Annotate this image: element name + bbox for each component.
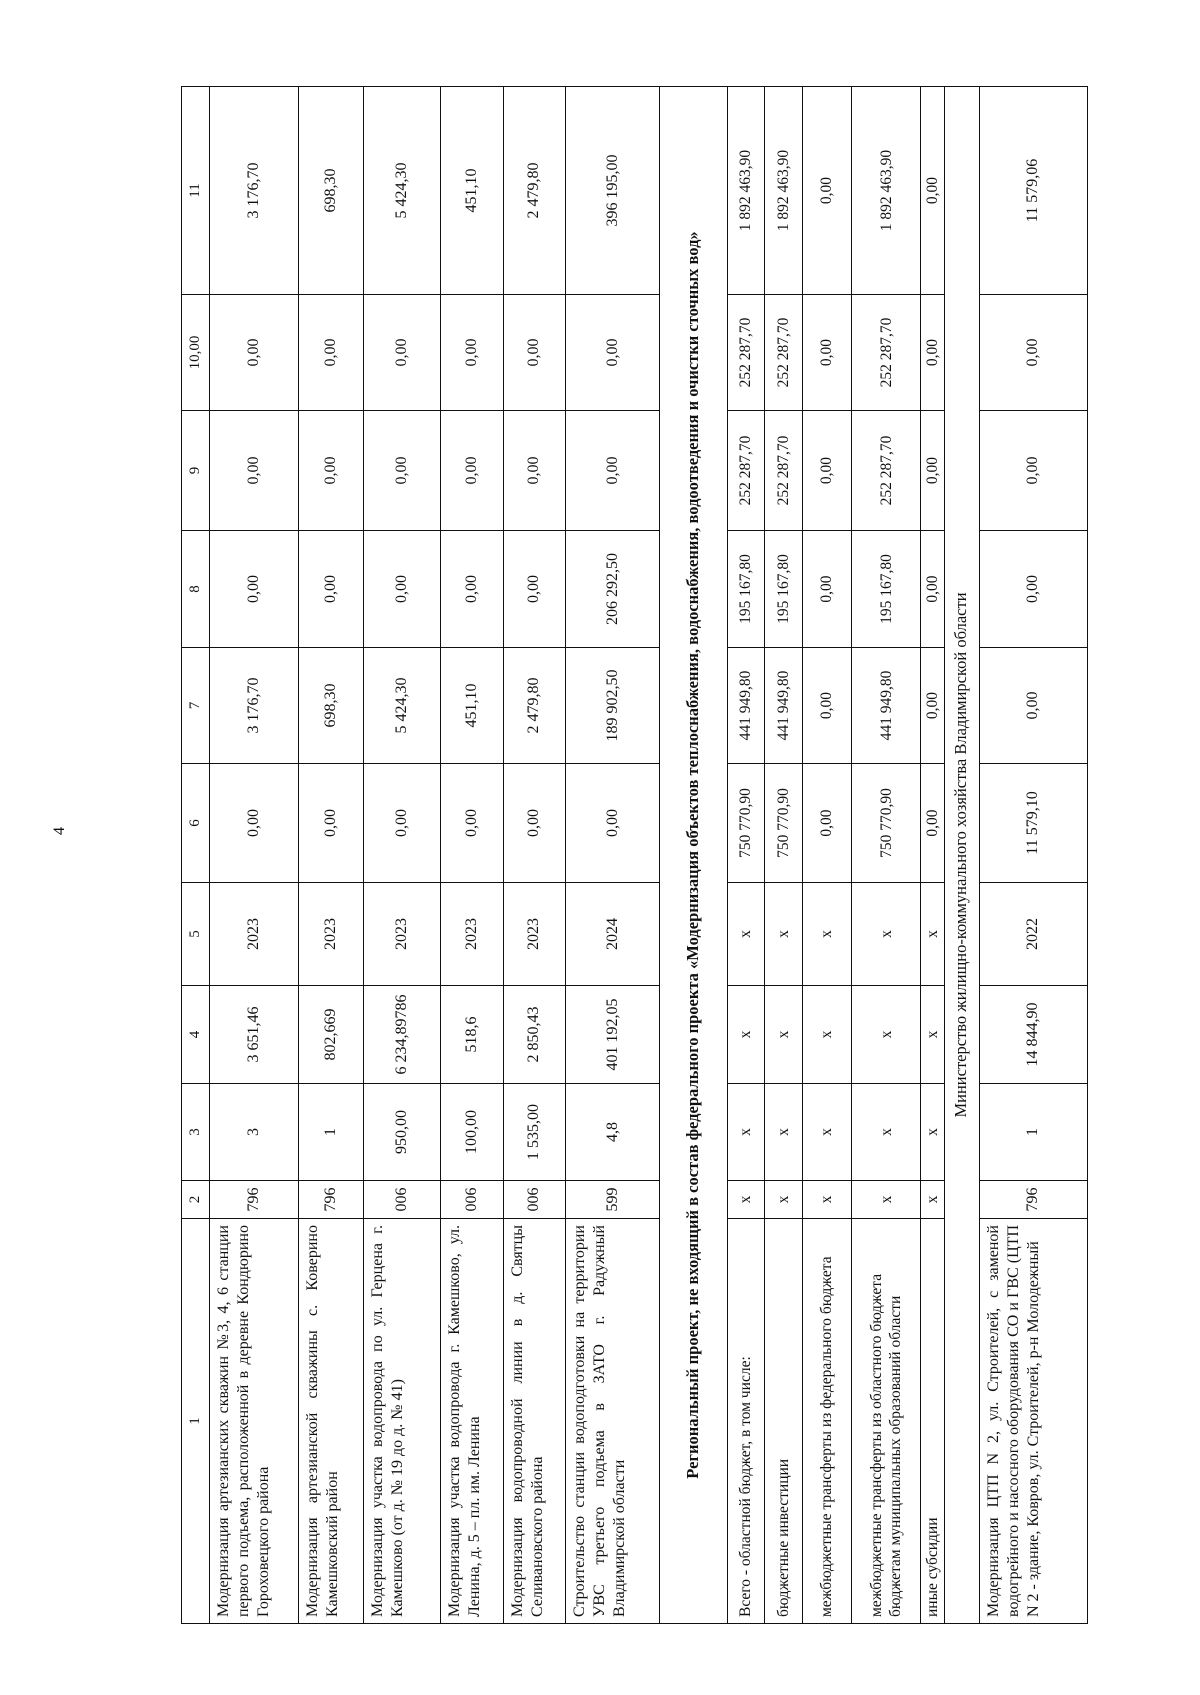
table-cell: 195 167,80 (852, 531, 921, 648)
table-cell: 0,00 (803, 648, 852, 764)
table-cell: 1 535,00 (503, 1084, 566, 1181)
table-cell: 0,00 (441, 764, 504, 883)
table-cell: 3 651,46 (209, 986, 298, 1084)
row-description: иные субсидии (921, 1219, 944, 1624)
table-cell: 401 192,05 (566, 986, 660, 1084)
table-cell: 396 195,00 (566, 87, 660, 295)
table-cell: 0,00 (921, 295, 944, 411)
table-cell: 0,00 (364, 764, 441, 883)
table-cell: 0,00 (441, 295, 504, 411)
table-cell: 698,30 (299, 87, 364, 295)
table-cell: х (728, 883, 765, 986)
table-cell: 1 (979, 1084, 1088, 1181)
table-cell: 006 (503, 1181, 566, 1219)
table-cell: 0,00 (299, 295, 364, 411)
table-cell: 006 (364, 1181, 441, 1219)
table-cell: 441 949,80 (728, 648, 765, 764)
table-cell: 0,00 (503, 295, 566, 411)
table-cell: 441 949,80 (852, 648, 921, 764)
section-title: Региональный проект, не входящий в состав федерального проекта «Модернизация объектов теплоснабжения, водоснабжения, водоотведения и очистки сточных вод» (660, 87, 728, 1624)
table-cell: 0,00 (979, 295, 1088, 411)
ministry-row (944, 87, 979, 1624)
table-cell: 0,00 (299, 411, 364, 531)
table-cell: 698,30 (299, 648, 364, 764)
table-cell: х (728, 986, 765, 1084)
table-cell: 006 (441, 1181, 504, 1219)
table-cell: 0,00 (209, 531, 298, 648)
table-cell: 0,00 (979, 531, 1088, 648)
table-cell: 2022 (979, 883, 1088, 986)
table-cell: 5 424,30 (364, 648, 441, 764)
table-cell: х (803, 986, 852, 1084)
budget-row (728, 87, 765, 1624)
table-row (209, 87, 298, 1624)
table-cell: 0,00 (441, 411, 504, 531)
table-cell: 0,00 (299, 531, 364, 648)
table-cell: х (765, 1181, 803, 1219)
table-cell: 0,00 (441, 531, 504, 648)
table-cell: 0,00 (566, 295, 660, 411)
table-cell: 206 292,50 (566, 531, 660, 648)
header-row (182, 87, 210, 1624)
row-description: межбюджетные трансферты из федерального бюджета (803, 1219, 852, 1624)
row-description: Строительство станции водоподготовки на территории УВС третьего подъема в ЗАТО г. Радужный Владимирской области (566, 1219, 660, 1624)
table-cell: 796 (979, 1181, 1088, 1219)
header-cell: 4 (182, 986, 210, 1084)
table-cell: 1 892 463,90 (728, 87, 765, 295)
table-cell: 0,00 (209, 764, 298, 883)
table-cell: х (921, 1084, 944, 1181)
table-cell: 0,00 (503, 764, 566, 883)
table-cell: 0,00 (803, 411, 852, 531)
table-cell: 2 479,80 (503, 648, 566, 764)
table-cell: 0,00 (921, 764, 944, 883)
table-cell: 195 167,80 (728, 531, 765, 648)
table-cell: 0,00 (503, 411, 566, 531)
table-cell: 1 (299, 1084, 364, 1181)
row-description: Модернизация артезианских скважин №3, 4, 6 станции первого подъема, расположенной в деревне Кондюрино Гороховецкого района (209, 1219, 298, 1624)
table-cell: х (921, 883, 944, 986)
table-cell: 0,00 (979, 648, 1088, 764)
table-cell: 2023 (503, 883, 566, 986)
table-cell: х (765, 986, 803, 1084)
table-cell: х (803, 1181, 852, 1219)
table-row (979, 87, 1088, 1624)
table-cell: 100,00 (441, 1084, 504, 1181)
header-cell: 1 (182, 1219, 210, 1624)
budget-table (181, 86, 1088, 1624)
table-row (299, 87, 364, 1624)
table-cell: 441 949,80 (765, 648, 803, 764)
table-cell: 2023 (441, 883, 504, 986)
table-cell: 189 902,50 (566, 648, 660, 764)
table-cell: 252 287,70 (728, 411, 765, 531)
table-cell: 11 579,10 (979, 764, 1088, 883)
table-cell: 252 287,70 (765, 295, 803, 411)
table-cell: 950,00 (364, 1084, 441, 1181)
row-description: Модернизация участка водопровода г. Камешково, ул. Ленина, д. 5 – пл. им. Ленина (441, 1219, 504, 1624)
ministry-title: Министерство жилищно-коммунального хозяйства Владимирской области (944, 87, 979, 1624)
table-cell: 750 770,90 (728, 764, 765, 883)
table-cell: 0,00 (364, 531, 441, 648)
header-cell: 2 (182, 1181, 210, 1219)
table-row (566, 87, 660, 1624)
table-cell: 750 770,90 (765, 764, 803, 883)
table-cell: 2 479,80 (503, 87, 566, 295)
table-cell: 3 176,70 (209, 87, 298, 295)
table-cell: 0,00 (566, 411, 660, 531)
table-cell: 0,00 (803, 531, 852, 648)
table-cell: 0,00 (921, 411, 944, 531)
header-cell: 10,00 (182, 295, 210, 411)
table-cell: 0,00 (364, 295, 441, 411)
table-cell: 750 770,90 (852, 764, 921, 883)
table-cell: х (728, 1084, 765, 1181)
table-cell: х (921, 986, 944, 1084)
table-row (441, 87, 504, 1624)
section-row (660, 87, 728, 1624)
table-cell: 0,00 (209, 295, 298, 411)
budget-row (852, 87, 921, 1624)
table-cell: 252 287,70 (765, 411, 803, 531)
table-cell: 796 (299, 1181, 364, 1219)
table-cell: 252 287,70 (728, 295, 765, 411)
table-cell: 6 234,89786 (364, 986, 441, 1084)
table-cell: 4,8 (566, 1084, 660, 1181)
header-cell: 8 (182, 531, 210, 648)
table-cell: 0,00 (803, 87, 852, 295)
table-cell: 3 176,70 (209, 648, 298, 764)
row-description: Модернизация водопроводной линии в д. Святцы Селивановского района (503, 1219, 566, 1624)
table-cell: 0,00 (299, 764, 364, 883)
table-cell: 5 424,30 (364, 87, 441, 295)
table-cell: 451,10 (441, 87, 504, 295)
table-cell: 0,00 (921, 87, 944, 295)
table-cell: 599 (566, 1181, 660, 1219)
header-cell: 7 (182, 648, 210, 764)
row-description: Всего - областной бюджет, в том числе: (728, 1219, 765, 1624)
row-description: Модернизация артезианской скважины с. Коверино Камешковский район (299, 1219, 364, 1624)
table-cell: х (852, 986, 921, 1084)
header-cell: 11 (182, 87, 210, 295)
budget-row (765, 87, 803, 1624)
table-cell: 0,00 (921, 648, 944, 764)
row-description: Модернизация участка водопровода по ул. Герцена г. Камешково (от д. № 19 до д. № 41) (364, 1219, 441, 1624)
table-cell: 0,00 (803, 764, 852, 883)
table-cell: 252 287,70 (852, 411, 921, 531)
table-cell: 14 844,90 (979, 986, 1088, 1084)
table-cell: х (852, 1084, 921, 1181)
table-cell: 1 892 463,90 (852, 87, 921, 295)
table-cell: х (728, 1181, 765, 1219)
table-cell: 802,669 (299, 986, 364, 1084)
table-cell: 0,00 (364, 411, 441, 531)
table-cell: 11 579,06 (979, 87, 1088, 295)
table-cell: х (803, 883, 852, 986)
table-cell: х (852, 883, 921, 986)
table-cell: 3 (209, 1084, 298, 1181)
table-cell: 252 287,70 (852, 295, 921, 411)
table-cell: 451,10 (441, 648, 504, 764)
table-cell: 796 (209, 1181, 298, 1219)
table-cell: 0,00 (503, 531, 566, 648)
table-cell: 2 850,43 (503, 986, 566, 1084)
table-row (503, 87, 566, 1624)
table-cell: х (765, 1084, 803, 1181)
table-cell: 518,6 (441, 986, 504, 1084)
budget-row (803, 87, 852, 1624)
table-cell: 0,00 (921, 531, 944, 648)
table-cell: х (765, 883, 803, 986)
table-cell: 1 892 463,90 (765, 87, 803, 295)
table-cell: 0,00 (209, 411, 298, 531)
header-cell: 9 (182, 411, 210, 531)
table-row (364, 87, 441, 1624)
table-cell: 2023 (299, 883, 364, 986)
table-cell: 2024 (566, 883, 660, 986)
row-description: Модернизация ЦТП N 2, ул. Строителей, с заменой водогрейного и насосного оборудования СО и ГВС (ЦТП N 2 - здание, Ковров, ул. Строителей, р-н Молодежный (979, 1219, 1088, 1624)
table-cell: 2023 (209, 883, 298, 986)
header-cell: 6 (182, 764, 210, 883)
page-number: 4 (51, 827, 68, 835)
header-cell: 5 (182, 883, 210, 986)
table-cell: х (803, 1084, 852, 1181)
table-cell: х (921, 1181, 944, 1219)
rotated-table-frame (181, 87, 1088, 1624)
budget-row (921, 87, 944, 1624)
row-description: межбюджетные трансферты из областного бюджета бюджетам муниципальных образований области (852, 1219, 921, 1624)
table-cell: 0,00 (979, 411, 1088, 531)
table-cell: 0,00 (803, 295, 852, 411)
header-cell: 3 (182, 1084, 210, 1181)
table-cell: 2023 (364, 883, 441, 986)
row-description: бюджетные инвестиции (765, 1219, 803, 1624)
table-cell: х (852, 1181, 921, 1219)
table-cell: 195 167,80 (765, 531, 803, 648)
table-cell: 0,00 (566, 764, 660, 883)
